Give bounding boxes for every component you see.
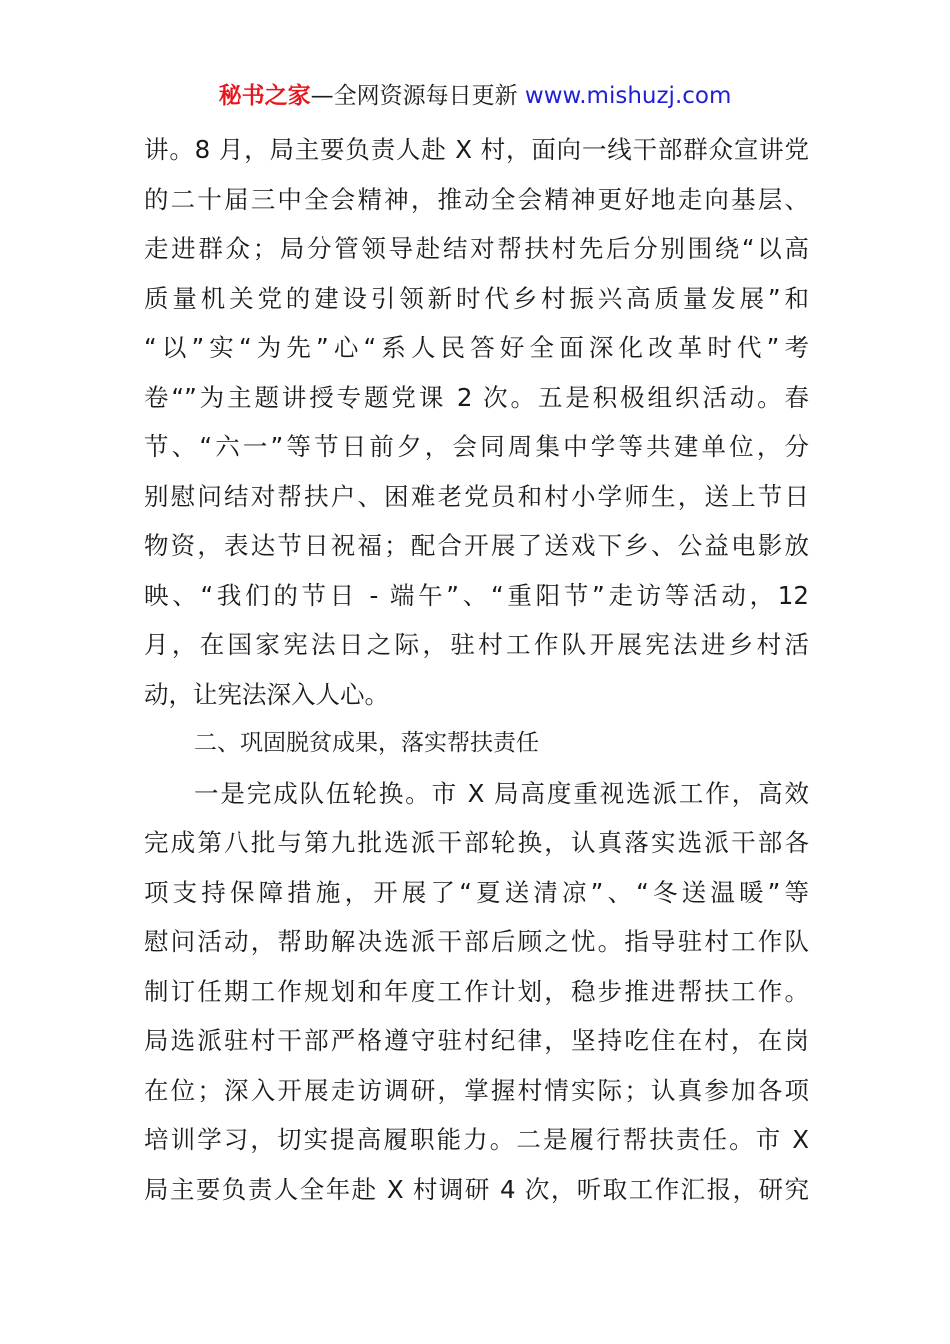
section-heading: 二、巩固脱贫成果，落实帮扶责任 <box>194 730 539 756</box>
text-line: 讲。8 月，局主要负责人赴 X 村，面向一线干部群众宣讲党 <box>144 135 809 164</box>
text-line: 慰问活动，帮助解决选派干部后顾之忧。指导驻村工作队 <box>144 927 809 956</box>
text-line: 节、“六一”等节日前夕，会同周集中学等共建单位，分 <box>144 432 809 461</box>
site-brand: 秘书之家 <box>218 83 311 109</box>
text-line: “以”实“为先”心“系人民答好全面深化改革时代”考 <box>144 333 809 362</box>
site-url-link[interactable]: www.mishuzj.com <box>524 83 732 109</box>
text-line: 卷“”为主题讲授专题党课 2 次。五是积极组织活动。春 <box>144 382 809 412</box>
text-line: 物资，表达节日祝福；配合开展了送戏下乡、公益电影放 <box>144 531 809 560</box>
text-line: 映、“我们的节日 - 端午”、“重阳节”走访等活动，12 <box>144 580 809 610</box>
site-tagline: —全网资源每日更新 <box>310 83 525 109</box>
text-line: 动，让宪法深入人心。 <box>144 679 389 709</box>
text-line: 完成第八批与第九批选派干部轮换，认真落实选派干部各 <box>144 828 809 857</box>
text-line: 制订任期工作规划和年度工作计划，稳步推进帮扶工作。 <box>144 976 809 1006</box>
text-line: 走进群众；局分管领导赴结对帮扶村先后分别围绕“以高 <box>144 234 809 263</box>
text-line: 在位；深入开展走访调研，掌握村情实际；认真参加各项 <box>144 1075 809 1105</box>
document-body <box>144 125 809 1214</box>
text-line: 培训学习，切实提高履职能力。二是履行帮扶责任。市 X <box>144 1125 809 1154</box>
site-header <box>0 80 950 112</box>
text-line: 月，在国家宪法日之际，驻村工作队开展宪法进乡村活 <box>144 630 809 659</box>
text-line: 局选派驻村干部严格遵守驻村纪律，坚持吃住在村，在岗 <box>144 1026 809 1055</box>
text-line: 一是完成队伍轮换。市 X 局高度重视选派工作，高效 <box>194 778 809 808</box>
text-line: 项支持保障措施，开展了“夏送清凉”、“冬送温暖”等 <box>144 877 809 907</box>
text-line: 别慰问结对帮扶户、困难老党员和村小学师生，送上节日 <box>144 481 809 511</box>
text-line: 质量机关党的建设引领新时代乡村振兴高质量发展”和 <box>144 283 809 313</box>
text-line: 局主要负责人全年赴 X 村调研 4 次，听取工作汇报，研究 <box>144 1174 809 1204</box>
text-line: 的二十届三中全会精神，推动全会精神更好地走向基层、 <box>144 184 809 214</box>
